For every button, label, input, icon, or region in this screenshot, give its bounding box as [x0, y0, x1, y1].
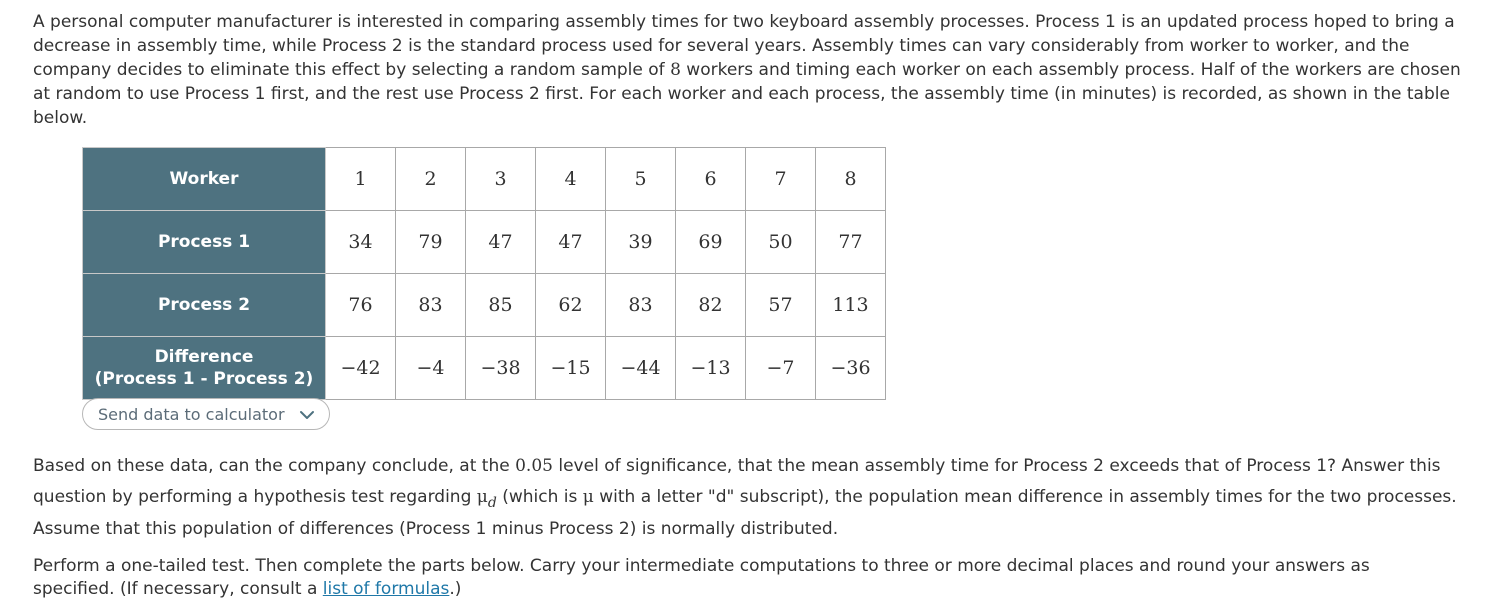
table-cell: 4 [536, 148, 606, 211]
table-cell: 83 [396, 274, 466, 337]
table-cell: 113 [816, 274, 886, 337]
table-cell: 77 [816, 211, 886, 274]
table-cell: 1 [326, 148, 396, 211]
table-cell: 47 [466, 211, 536, 274]
significance-level: 0.05 [515, 456, 553, 476]
table-row [83, 148, 886, 211]
table-row [83, 274, 886, 337]
table-row [83, 211, 886, 274]
table-cell: 6 [676, 148, 746, 211]
send-button-label: Send data to calculator [98, 404, 285, 424]
table-cell: 50 [746, 211, 816, 274]
table-cell: −38 [466, 337, 536, 400]
table-cell: 57 [746, 274, 816, 337]
mu-symbol: μ [476, 487, 488, 507]
table-cell: 39 [606, 211, 676, 274]
row-header: Process 1 [83, 211, 326, 274]
table-cell: 83 [606, 274, 676, 337]
table-cell: −4 [396, 337, 466, 400]
table-cell: −36 [816, 337, 886, 400]
table-cell: 76 [326, 274, 396, 337]
table-cell: 85 [466, 274, 536, 337]
table-cell: −7 [746, 337, 816, 400]
table-cell: 3 [466, 148, 536, 211]
question-text: Based on these data, can the company conclude, at the 0.05 level of significance, that the mean assembly time for Process 2 exceeds that of Process 1? Answer this question by performing a hypothesis test regarding $\mu_d$ (which is μ with a letter "d" subscript), the population mean difference in assembly times for the two processes. Assume that this population of differences (Process 1 minus Process 2) is normally distributed. [33, 456, 1457, 539]
row-header: Difference (Process 1 - Process 2) [83, 337, 326, 400]
table-cell: −42 [326, 337, 396, 400]
table-cell: 8 [816, 148, 886, 211]
table-cell: 79 [396, 211, 466, 274]
table-row [83, 337, 886, 400]
list-of-formulas-link[interactable]: list of formulas [322, 579, 450, 599]
chevron-down-icon [299, 407, 315, 427]
sample-size: 8 [670, 60, 681, 80]
table-cell: −15 [536, 337, 606, 400]
table-cell: 69 [676, 211, 746, 274]
mu-subscript: d [487, 495, 497, 511]
table-cell: 82 [676, 274, 746, 337]
table-cell: 62 [536, 274, 606, 337]
table-cell: 47 [536, 211, 606, 274]
row-header: Process 2 [83, 274, 326, 337]
table-cell: 34 [326, 211, 396, 274]
send-data-to-calculator-button[interactable] [82, 398, 330, 430]
instructions-text: Perform a one-tailed test. Then complete the parts below. Carry your intermediate computations to three or more decimal places and round your answers as specified. (If necessary, consult a list of formulas.) [33, 556, 1370, 599]
problem-intro: A personal computer manufacturer is interested in comparing assembly times for two keyboard assembly processes. Process 1 is an updated process hoped to bring a decrease in assembly time, while Process 2 is the standard process used for several years. Assembly times can vary considerably from worker to worker, and the company decides to eliminate this effect by selecting a random sample of 8 workers and timing each worker on each assembly process. Half of the workers are chosen at random to use Process 1 first, and the rest use Process 2 first. For each worker and each process, the assembly time (in minutes) is recorded, as shown in the table below. [33, 12, 1461, 128]
table-cell: 7 [746, 148, 816, 211]
table-cell: −13 [676, 337, 746, 400]
table-cell: 5 [606, 148, 676, 211]
mu-symbol-2: μ [582, 487, 594, 507]
table-cell: 2 [396, 148, 466, 211]
table-cell: −44 [606, 337, 676, 400]
assembly-times-table [82, 147, 886, 400]
row-header: Worker [83, 148, 326, 211]
